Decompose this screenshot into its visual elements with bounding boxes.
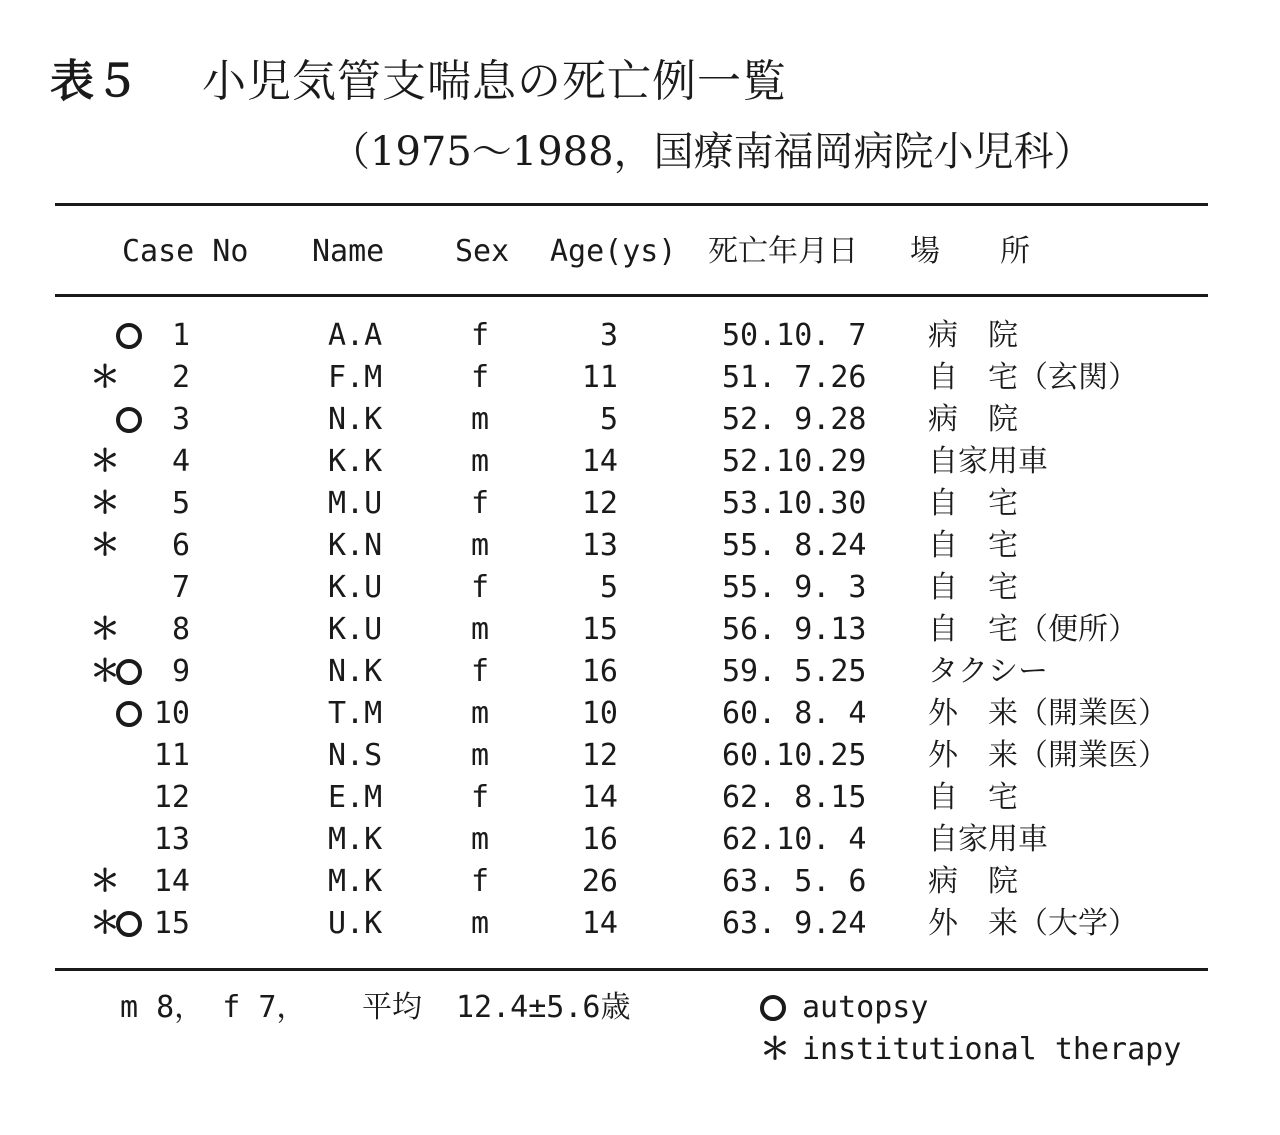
death-date-cell: 60. 8. 4 — [722, 696, 867, 731]
age-cell: 12 — [581, 486, 618, 521]
institutional-legend-text: institutional therapy — [802, 1032, 1182, 1067]
institutional-asterisk-icon: ＊ — [90, 528, 120, 563]
institutional-legend-asterisk-icon: ＊ — [760, 1032, 790, 1067]
case-markers — [90, 358, 150, 398]
age-cell: 16 — [581, 822, 618, 857]
case-markers — [90, 568, 150, 608]
table-row — [0, 652, 1280, 692]
average-value: 12.4±5.6歳 — [456, 990, 631, 1025]
name-cell: K.U — [328, 612, 383, 647]
case-no-cell: 14 — [153, 864, 190, 899]
case-no-cell: 9 — [171, 654, 190, 689]
sex-cell: f — [471, 864, 490, 899]
case-no-cell: 8 — [171, 612, 190, 647]
case-no-cell: 3 — [171, 402, 190, 437]
age-cell: 12 — [581, 738, 618, 773]
place-cell: 外 来（開業医） — [928, 696, 1168, 731]
name-cell: F.M — [328, 360, 383, 395]
title-line-1 — [50, 52, 787, 112]
death-date-cell: 52. 9.28 — [722, 402, 867, 437]
sex-cell: f — [471, 780, 490, 815]
death-date-cell: 62. 8.15 — [722, 780, 867, 815]
autopsy-circle-icon — [116, 659, 142, 685]
sex-cell: m — [471, 696, 490, 731]
autopsy-legend-circle-icon — [760, 988, 790, 1028]
table-row — [0, 526, 1280, 566]
death-date-cell: 55. 8.24 — [722, 528, 867, 563]
table-title — [50, 52, 1094, 175]
sex-cell: f — [471, 360, 490, 395]
death-date-cell: 60.10.25 — [722, 738, 867, 773]
age-cell: 11 — [581, 360, 618, 395]
age-cell: 10 — [581, 696, 618, 731]
sex-cell: m — [471, 906, 490, 941]
case-markers — [90, 442, 150, 482]
case-no-cell: 12 — [153, 780, 190, 815]
age-cell: 5 — [599, 402, 618, 437]
institutional-asterisk-icon: ＊ — [90, 654, 120, 689]
death-date-cell: 56. 9.13 — [722, 612, 867, 647]
age-cell: 5 — [599, 570, 618, 605]
table-row — [0, 316, 1280, 356]
average-label: 平均 — [362, 990, 422, 1025]
top-rule — [55, 203, 1208, 206]
header-place: 場 所 — [910, 234, 1030, 269]
table-row — [0, 778, 1280, 818]
sex-cell: f — [471, 570, 490, 605]
table-row — [0, 820, 1280, 860]
table-row — [0, 400, 1280, 440]
age-cell: 14 — [581, 780, 618, 815]
name-cell: K.U — [328, 570, 383, 605]
footer-summary — [0, 988, 1280, 1030]
name-cell: N.K — [328, 654, 383, 689]
sex-cell: m — [471, 528, 490, 563]
place-cell: 外 来（大学） — [928, 906, 1138, 941]
case-markers — [90, 526, 150, 566]
death-date-cell: 50.10. 7 — [722, 318, 867, 353]
death-date-cell: 63. 9.24 — [722, 906, 867, 941]
case-markers — [90, 610, 150, 650]
case-markers — [90, 694, 150, 734]
case-no-cell: 1 — [171, 318, 190, 353]
autopsy-circle-icon — [116, 911, 142, 937]
death-date-cell: 55. 9. 3 — [722, 570, 867, 605]
place-cell: 自 宅 — [928, 528, 1018, 563]
case-no-cell: 6 — [171, 528, 190, 563]
table-row — [0, 358, 1280, 398]
table-row — [0, 904, 1280, 944]
place-cell: 外 来（開業医） — [928, 738, 1168, 773]
table-number-label: 表５ — [50, 56, 140, 107]
age-cell: 13 — [581, 528, 618, 563]
table-row — [0, 568, 1280, 608]
place-cell: 自 宅 — [928, 780, 1018, 815]
autopsy-circle-icon — [116, 407, 142, 433]
sex-cell: f — [471, 654, 490, 689]
institutional-asterisk-icon: ＊ — [90, 486, 120, 521]
place-cell: 病 院 — [928, 864, 1018, 899]
case-markers — [90, 400, 150, 440]
case-no-cell: 13 — [153, 822, 190, 857]
name-cell: N.S — [328, 738, 383, 773]
case-no-cell: 11 — [153, 738, 190, 773]
death-date-cell: 53.10.30 — [722, 486, 867, 521]
case-markers — [90, 862, 150, 902]
age-cell: 14 — [581, 906, 618, 941]
case-no-cell: 5 — [171, 486, 190, 521]
name-cell: U.K — [328, 906, 383, 941]
case-markers — [90, 736, 150, 776]
table-caption-subtitle: （1975～1988，国療南福岡病院小児科） — [330, 129, 1094, 175]
institutional-asterisk-icon: ＊ — [90, 612, 120, 647]
institutional-asterisk-icon: ＊ — [90, 360, 120, 395]
autopsy-circle-icon — [116, 323, 142, 349]
age-cell: 14 — [581, 444, 618, 479]
footer-legend — [0, 1030, 1280, 1072]
place-cell: 自家用車 — [928, 444, 1048, 479]
place-cell: 自 宅 — [928, 486, 1018, 521]
death-date-cell: 63. 5. 6 — [722, 864, 867, 899]
place-cell: 自 宅（玄関） — [928, 360, 1138, 395]
table-row — [0, 694, 1280, 734]
place-cell: 自 宅 — [928, 570, 1018, 605]
case-markers — [90, 484, 150, 524]
autopsy-circle-icon — [116, 701, 142, 727]
autopsy-legend-text: autopsy — [802, 990, 929, 1025]
case-no-cell: 4 — [171, 444, 190, 479]
place-cell: 自 宅（便所） — [928, 612, 1138, 647]
table-header-row — [0, 232, 1280, 272]
death-date-cell: 62.10. 4 — [722, 822, 867, 857]
table-row — [0, 862, 1280, 902]
sex-cell: f — [471, 486, 490, 521]
name-cell: T.M — [328, 696, 383, 731]
table-caption: 小児気管支喘息の死亡例一覧 — [202, 56, 787, 107]
case-markers — [90, 652, 150, 692]
name-cell: M.U — [328, 486, 383, 521]
age-cell: 16 — [581, 654, 618, 689]
name-cell: K.K — [328, 444, 383, 479]
age-cell: 26 — [581, 864, 618, 899]
institutional-asterisk-icon: ＊ — [90, 906, 120, 941]
institutional-asterisk-icon: ＊ — [90, 864, 120, 899]
bottom-rule — [55, 968, 1208, 971]
case-no-cell: 7 — [171, 570, 190, 605]
age-cell: 3 — [599, 318, 618, 353]
name-cell: M.K — [328, 864, 383, 899]
case-no-cell: 10 — [153, 696, 190, 731]
sex-cell: m — [471, 402, 490, 437]
case-markers — [90, 904, 150, 944]
name-cell: K.N — [328, 528, 383, 563]
case-markers — [90, 316, 150, 356]
sex-cell: m — [471, 738, 490, 773]
age-cell: 15 — [581, 612, 618, 647]
header-rule — [55, 294, 1208, 297]
case-markers — [90, 820, 150, 860]
header-sex: Sex — [455, 234, 510, 269]
case-no-cell: 15 — [153, 906, 190, 941]
header-death-date: 死亡年月日 — [708, 234, 858, 269]
table-row — [0, 442, 1280, 482]
place-cell: 病 院 — [928, 402, 1018, 437]
death-date-cell: 52.10.29 — [722, 444, 867, 479]
death-date-cell: 51. 7.26 — [722, 360, 867, 395]
name-cell: M.K — [328, 822, 383, 857]
table-row — [0, 610, 1280, 650]
place-cell: 病 院 — [928, 318, 1018, 353]
case-markers — [90, 778, 150, 818]
sex-counts: m 8， f 7， — [120, 990, 307, 1025]
header-name: Name — [312, 234, 385, 269]
sex-cell: m — [471, 444, 490, 479]
table-row — [0, 736, 1280, 776]
header-case-no: Case No — [122, 234, 249, 269]
table-row — [0, 484, 1280, 524]
case-no-cell: 2 — [171, 360, 190, 395]
place-cell: タクシー — [928, 654, 1048, 689]
sex-cell: m — [471, 822, 490, 857]
place-cell: 自家用車 — [928, 822, 1048, 857]
sex-cell: f — [471, 318, 490, 353]
name-cell: E.M — [328, 780, 383, 815]
name-cell: N.K — [328, 402, 383, 437]
death-date-cell: 59. 5.25 — [722, 654, 867, 689]
sex-cell: m — [471, 612, 490, 647]
institutional-asterisk-icon: ＊ — [90, 444, 120, 479]
name-cell: A.A — [328, 318, 383, 353]
header-age: Age(ys) — [550, 234, 677, 269]
